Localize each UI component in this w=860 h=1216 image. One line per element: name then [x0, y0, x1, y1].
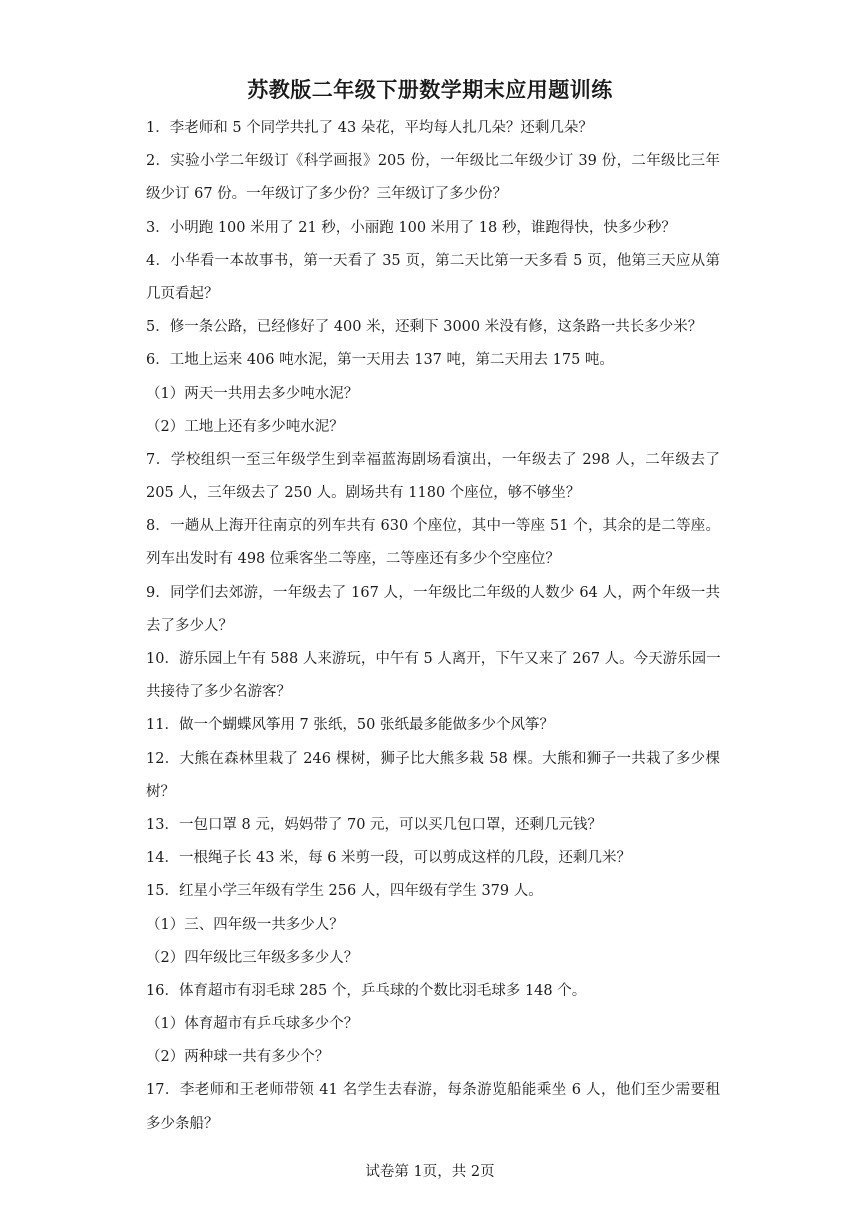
question-line: 5．修一条公路，已经修好了 400 米，还剩下 3000 米没有修，这条路一共长多少米？: [146, 319, 703, 336]
question-line: 17．李老师和王老师带领 41 名学生去春游，每条游览船能乘坐 6 人，他们至少需要租: [146, 1082, 720, 1099]
question-line: 14．一根绳子长 43 米，每 6 米剪一段，可以剪成这样的几段，还剩几米？: [146, 850, 632, 867]
question-line: 级少订 67 份。一年级订了多少份？三年级订了多少份？: [146, 186, 508, 203]
question-line: 多少条船？: [146, 1115, 219, 1132]
question-line: 15．红星小学三年级有学生 256 人，四年级有学生 379 人。: [146, 883, 543, 900]
question-line: 11．做一个蝴蝶风筝用 7 张纸，50 张纸最多能做多少个风筝？: [146, 717, 554, 734]
question-line: 列车出发时有 498 位乘客坐二等座，二等座还有多少个空座位？: [146, 551, 560, 568]
question-line: 去了多少人？: [146, 617, 233, 634]
sub-question-line: （1）三、四年级一共多少人？: [146, 916, 344, 933]
sub-question-line: （1）体育超市有乒乓球多少个？: [146, 1016, 359, 1033]
question-line: 7．学校组织一至三年级学生到幸福蓝海剧场看演出，一年级去了 298 人，二年级去了: [146, 451, 720, 468]
page-footer: 试卷第 1页，共 2页: [365, 1164, 495, 1180]
sub-question-line: （2）工地上还有多少吨水泥？: [146, 418, 344, 435]
question-line: 8．一趟从上海开往南京的列车共有 630 个座位，其中一等座 51 个，其余的是二等座。: [146, 518, 720, 535]
question-line: 9．同学们去郊游，一年级去了 167 人，一年级比二年级的人数少 64 人，两个年级一共: [146, 584, 720, 601]
question-line: 10．游乐园上午有 588 人来游玩，中午有 5 人离开，下午又来了 267 人。今天游乐园一: [146, 651, 721, 667]
question-line: 16．体育超市有羽毛球 285 个，乒乓球的个数比羽毛球多 148 个。: [146, 982, 587, 999]
sub-question-line: （2）四年级比三年级多多少人？: [146, 949, 359, 966]
question-line: 3．小明跑 100 米用了 21 秒，小丽跑 100 米用了 18 秒，谁跑得快，快多少秒？: [146, 219, 676, 236]
sub-question-line: （1）两天一共用去多少吨水泥？: [146, 385, 359, 402]
question-line: 6．工地上运来 406 吨水泥，第一天用去 137 吨，第二天用去 175 吨。: [146, 352, 614, 369]
question-line: 205 人，三年级去了 250 人。剧场共有 1180 个座位，够不够坐？: [146, 485, 581, 502]
question-list: [146, 112, 720, 1141]
page-title: 苏教版二年级下册数学期末应用题训练: [247, 78, 613, 102]
question-line: 12．大熊在森林里栽了 246 棵树，狮子比大熊多栽 58 棵。大熊和狮子一共栽了多少棵: [146, 750, 720, 767]
question-line: 4．小华看一本故事书，第一天看了 35 页，第二天比第一天多看 5 页，他第三天应从第: [146, 252, 720, 269]
question-line: 13．一包口罩 8 元，妈妈带了 70 元，可以买几包口罩，还剩几元钱？: [146, 816, 603, 833]
question-line: 2．实验小学二年级订《科学画报》205 份，一年级比二年级少订 39 份，二年级比三年: [146, 153, 720, 170]
question-line: 树？: [146, 783, 175, 800]
question-line: 共接待了多少名游客？: [146, 684, 291, 701]
question-line: 1．李老师和 5 个同学共扎了 43 朵花，平均每人扎几朵？还剩几朵？: [146, 120, 593, 136]
sub-question-line: （2）两种球一共有多少个？: [146, 1049, 330, 1066]
question-line: 几页看起？: [146, 285, 219, 302]
